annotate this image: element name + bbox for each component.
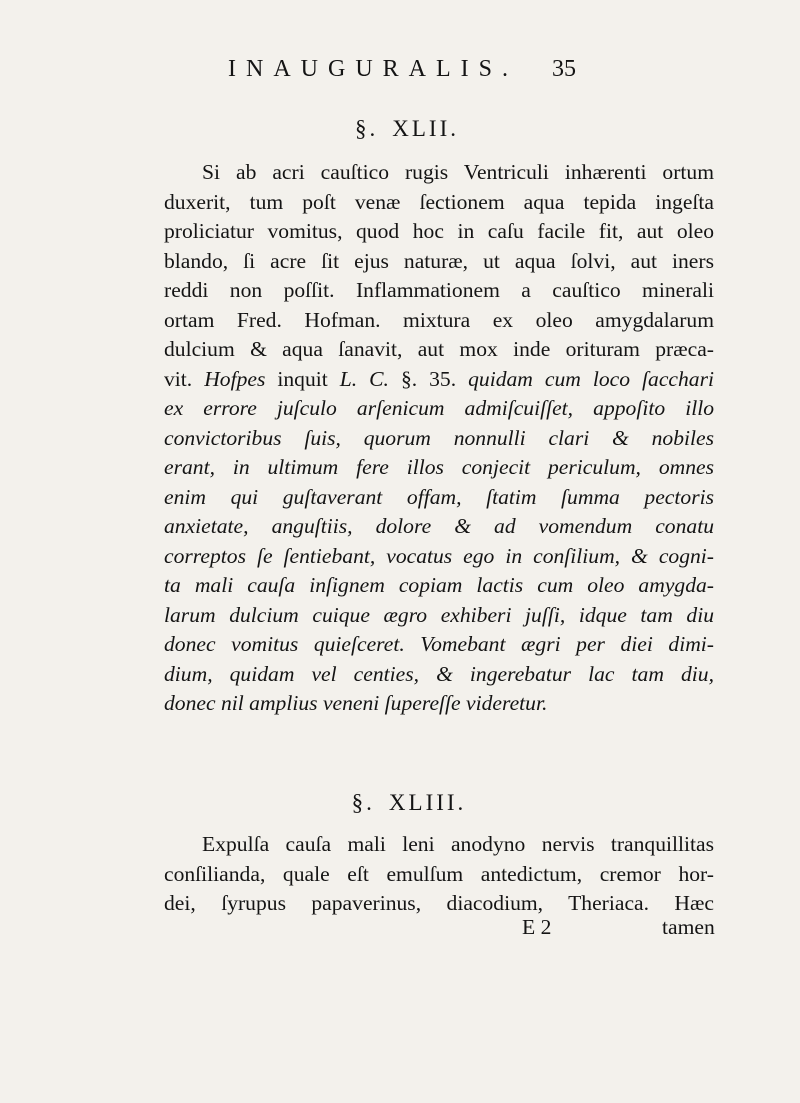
- text-line-italic: ex errore juſculo arſenicum admiſcuiſſet, appoſito illo: [164, 396, 714, 420]
- text-line: conſilianda, quale eſt emulſum antedictum, cremor hor-: [164, 861, 714, 886]
- running-title: INAUGURALIS.: [228, 56, 518, 82]
- text-segment-italic: quidam cum loco ſacchari: [468, 366, 714, 391]
- text-segment: vit.: [164, 366, 205, 391]
- text-line-italic: correptos ſe ſentiebant, vocatus ego in conſilium, & cogni-: [164, 543, 714, 568]
- paragraph-section-42: [164, 158, 714, 719]
- text-line: Si ab acri cauſtico rugis Ventriculi inhærenti ortum: [202, 160, 714, 184]
- text-line-italic: donec nil amplius veneni ſupereſſe videretur.: [164, 691, 548, 715]
- page-number: 35: [552, 56, 576, 82]
- text-segment: §. 35.: [388, 366, 469, 391]
- section-number: XLIII.: [388, 790, 467, 815]
- section-sign: §.: [351, 790, 375, 815]
- catchword: tamen: [662, 915, 715, 939]
- text-line: dulcium & aqua ſanavit, aut mox inde orituram præca-: [164, 337, 714, 361]
- text-line-italic: larum dulcium cuique ægro exhiberi juſſi, idque tam diu: [164, 602, 714, 627]
- text-line-italic: anxietate, anguſtiis, dolore & ad vomendum conatu: [164, 514, 714, 538]
- text-line: proliciatur vomitus, quod hoc in caſu facile fit, aut oleo: [164, 219, 714, 243]
- text-segment-italic: L. C.: [339, 366, 389, 391]
- text-line: ortam Fred. Hofman. mixtura ex oleo amygdalarum: [164, 307, 714, 332]
- running-head: [0, 56, 800, 92]
- section-heading-42: [0, 116, 800, 142]
- text-line-italic: dium, quidam vel centies, & ingerebatur lac tam diu,: [164, 661, 714, 686]
- text-line: reddi non poſſit. Inflammationem a cauſtico minerali: [164, 278, 714, 302]
- section-sign: §.: [355, 116, 379, 141]
- text-line-italic: enim qui guſtaverant offam, ſtatim ſumma pectoris: [164, 484, 714, 509]
- text-line: duxerit, tum poſt venæ ſectionem aqua tepida ingeſta: [164, 189, 714, 214]
- text-line: dei, ſyrupus papaverinus, diacodium, Theriaca. Hæc: [164, 891, 714, 915]
- text-line-italic: erant, in ultimum fere illos conjecit periculum, omnes: [164, 455, 714, 479]
- text-line: blando, ſi acre ſit ejus naturæ, ut aqua ſolvi, aut iners: [164, 248, 714, 273]
- text-line-italic: convictoribus ſuis, quorum nonnulli clari & nobiles: [164, 425, 714, 450]
- paragraph-section-43: [164, 830, 714, 919]
- text-segment: inquit: [265, 366, 340, 391]
- text-segment-italic: Hofpes: [204, 366, 266, 391]
- text-line-italic: donec vomitus quieſceret. Vomebant ægri per diei dimi-: [164, 632, 714, 656]
- text-line-italic: ta mali cauſa inſignem copiam lactis cum oleo amygda-: [164, 573, 714, 597]
- section-heading-43: [0, 790, 800, 816]
- text-line: [164, 365, 714, 395]
- section-number: XLII.: [392, 116, 459, 141]
- signature-mark: E 2: [522, 915, 552, 939]
- text-line: Expulſa cauſa mali leni anodyno nervis tranquillitas: [202, 832, 714, 856]
